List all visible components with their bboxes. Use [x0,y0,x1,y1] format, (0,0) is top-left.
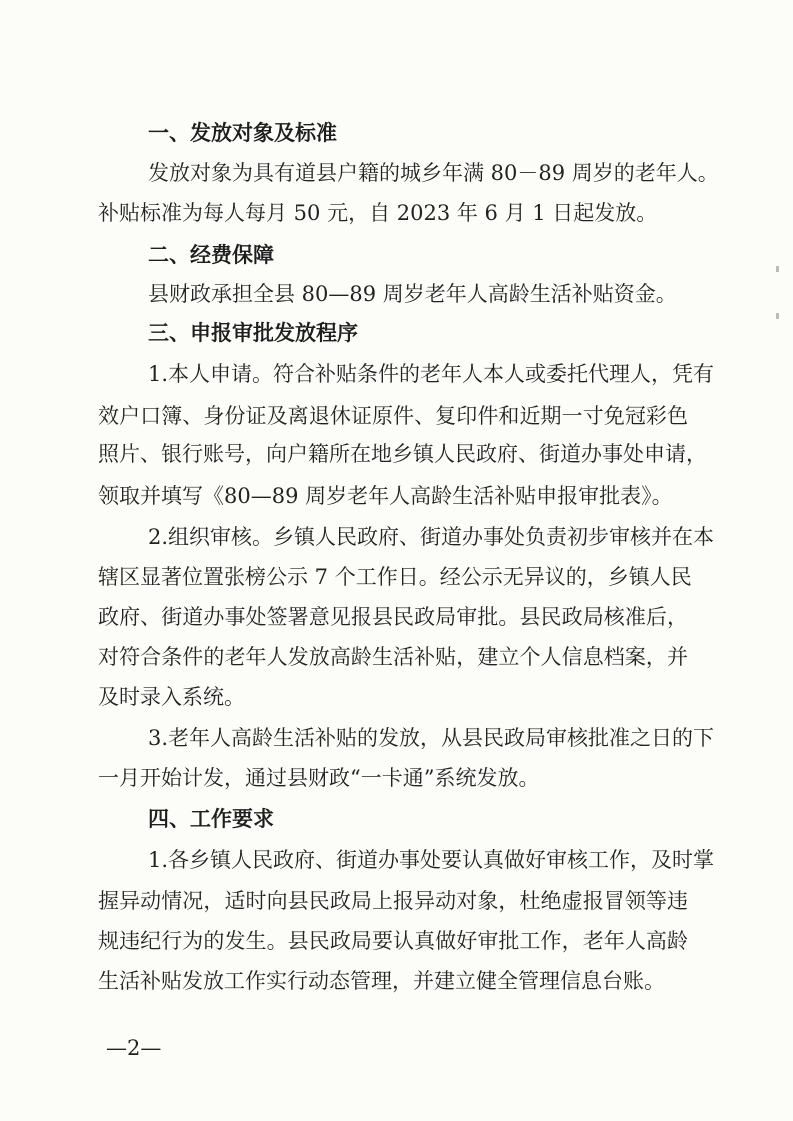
section-heading-4: 四、工作要求 [148,807,274,831]
section4-p1-line-1: 1.各乡镇人民政府、街道办事处要认真做好审核工作，及时掌 [148,848,715,872]
scan-speck [776,313,779,319]
scan-speck [776,266,779,272]
section3-p2-line-5: 及时录入系统。 [98,685,245,709]
section-heading-2: 二、经费保障 [148,243,274,267]
page-number: —2— [106,1036,162,1060]
section3-p2-line-4: 对符合条件的老年人发放高龄生活补贴，建立个人信息档案，并 [98,645,688,669]
section3-p1-line-2: 效户口簿、身份证及离退休证原件、复印件和近期一寸免冠彩色 [98,404,688,428]
section3-p2-line-1: 2.组织审核。乡镇人民政府、街道办事处负责初步审核并在本 [148,525,715,549]
section3-p3-line-2: 一月开始计发，通过县财政“一卡通”系统发放。 [98,766,540,790]
section2-line-1: 县财政承担全县 80—89 周岁老年人高龄生活补贴资金。 [148,282,677,306]
section3-p1-line-4: 领取并填写《80—89 周岁老年人高龄生活补贴申报审批表》。 [98,484,673,508]
section1-line-2: 补贴标准为每人每月 50 元，自 2023 年 6 月 1 日起发放。 [98,201,658,225]
section4-p1-line-2: 握异动情况，适时向县民政局上报异动对象，杜绝虚报冒领等违 [98,889,688,913]
section1-line-1: 发放对象为具有道县户籍的城乡年满 80－89 周岁的老年人。 [148,161,719,185]
section3-p1-line-1: 1.本人申请。符合补贴条件的老年人本人或委托代理人，凭有 [148,362,715,386]
section4-p1-line-4: 生活补贴发放工作实行动态管理，并建立健全管理信息台账。 [98,969,665,993]
section-heading-1: 一、发放对象及标准 [148,121,337,145]
section3-p3-line-1: 3.老年人高龄生活补贴的发放，从县民政局审核批准之日的下 [148,726,715,750]
section3-p2-line-2: 辖区显著位置张榜公示 7 个工作日。经公示无异议的，乡镇人民 [98,565,692,589]
section3-p2-line-3: 政府、街道办事处签署意见报县民政局审批。县民政局核准后， [98,605,688,629]
section3-p1-line-3: 照片、银行账号，向户籍所在地乡镇人民政府、街道办事处申请， [98,442,707,466]
section4-p1-line-3: 规违纪行为的发生。县民政局要认真做好审批工作，老年人高龄 [98,929,688,953]
section-heading-3: 三、申报审批发放程序 [148,321,358,345]
